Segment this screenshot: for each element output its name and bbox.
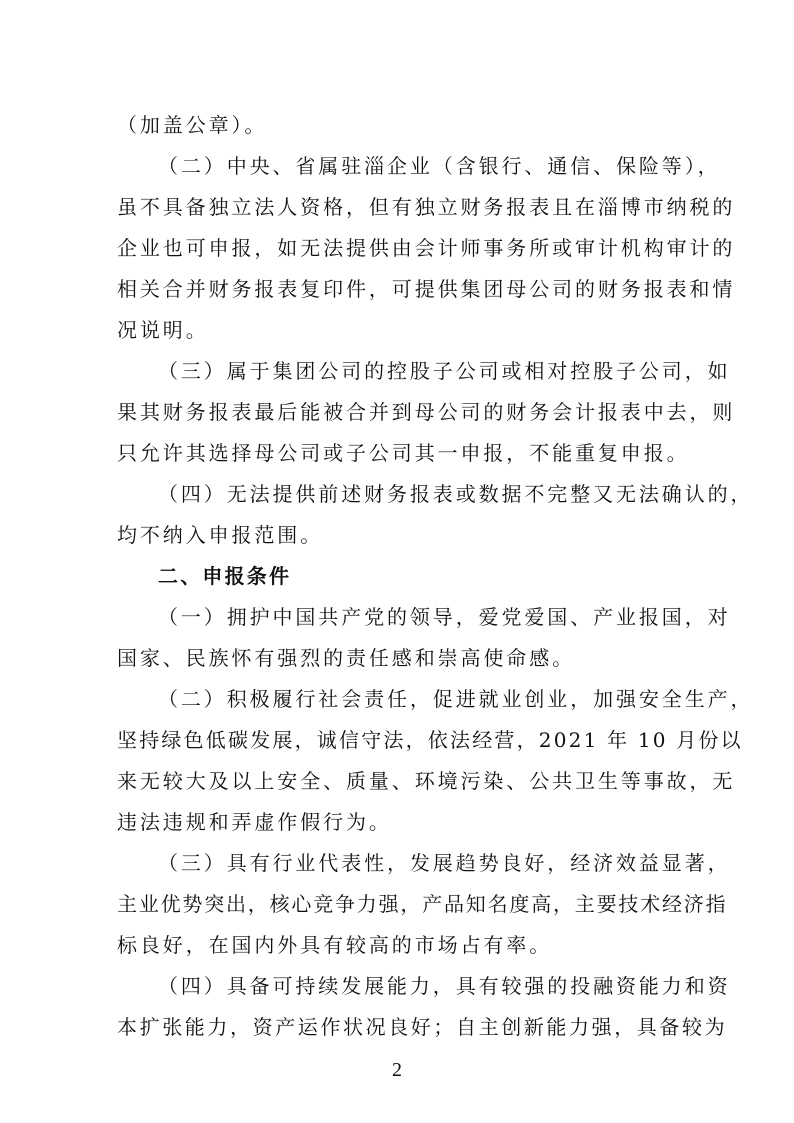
paragraph-line: （二）积极履行社会责任，促进就业创业，加强安全生产， bbox=[158, 687, 754, 711]
text-line: 标良好，在国内外具有较高的市场占有率。 bbox=[117, 933, 553, 957]
paragraph-line: （四）无法提供前述财务报表或数据不完整又无法确认的， bbox=[158, 482, 754, 506]
paragraph-line: （三）具有行业代表性，发展趋势良好，经济效益显著， bbox=[158, 851, 731, 875]
text-line: 坚持绿色低碳发展，诚信守法，依法经营，2021 年 10 月份以 bbox=[117, 728, 743, 752]
text-line: 虽不具备独立法人资格，但有独立财务报表且在淄博市纳税的 bbox=[117, 195, 736, 219]
paragraph-line: （一）拥护中国共产党的领导，爱党爱国、产业报国，对 bbox=[158, 605, 731, 629]
page-number: 2 bbox=[392, 1059, 402, 1081]
text-line: 企业也可申报，如无法提供由会计师事务所或审计机构审计的 bbox=[117, 236, 736, 260]
text-line: 况说明。 bbox=[117, 318, 209, 342]
section-heading: 二、申报条件 bbox=[158, 564, 292, 588]
text-line: 均不纳入申报范围。 bbox=[117, 523, 324, 547]
text-line: 果其财务报表最后能被合并到母公司的财务会计报表中去，则 bbox=[117, 400, 736, 424]
text-line: 本扩张能力，资产运作状况良好；自主创新能力强，具备较为 bbox=[117, 1015, 728, 1039]
paragraph-line: （三）属于集团公司的控股子公司或相对控股子公司，如 bbox=[158, 359, 731, 383]
text-line: 国家、民族怀有强烈的责任感和崇高使命感。 bbox=[117, 646, 575, 670]
text-line: 主业优势突出，核心竞争力强，产品知名度高，主要技术经济指 bbox=[117, 892, 728, 916]
paragraph-line: （二）中央、省属驻淄企业（含银行、通信、保险等）， bbox=[158, 154, 721, 178]
text-line: 只允许其选择母公司或子公司其一申报，不能重复申报。 bbox=[117, 441, 690, 465]
text-line: 来无较大及以上安全、质量、环境污染、公共卫生等事故，无 bbox=[117, 769, 736, 793]
paragraph-line: （四）具备可持续发展能力，具有较强的投融资能力和资 bbox=[158, 974, 731, 998]
text-line: （加盖公章）。 bbox=[117, 113, 268, 137]
text-line: 相关合并财务报表复印件，可提供集团母公司的财务报表和情 bbox=[117, 277, 736, 301]
text-line: 违法违规和弄虚作假行为。 bbox=[117, 810, 392, 834]
